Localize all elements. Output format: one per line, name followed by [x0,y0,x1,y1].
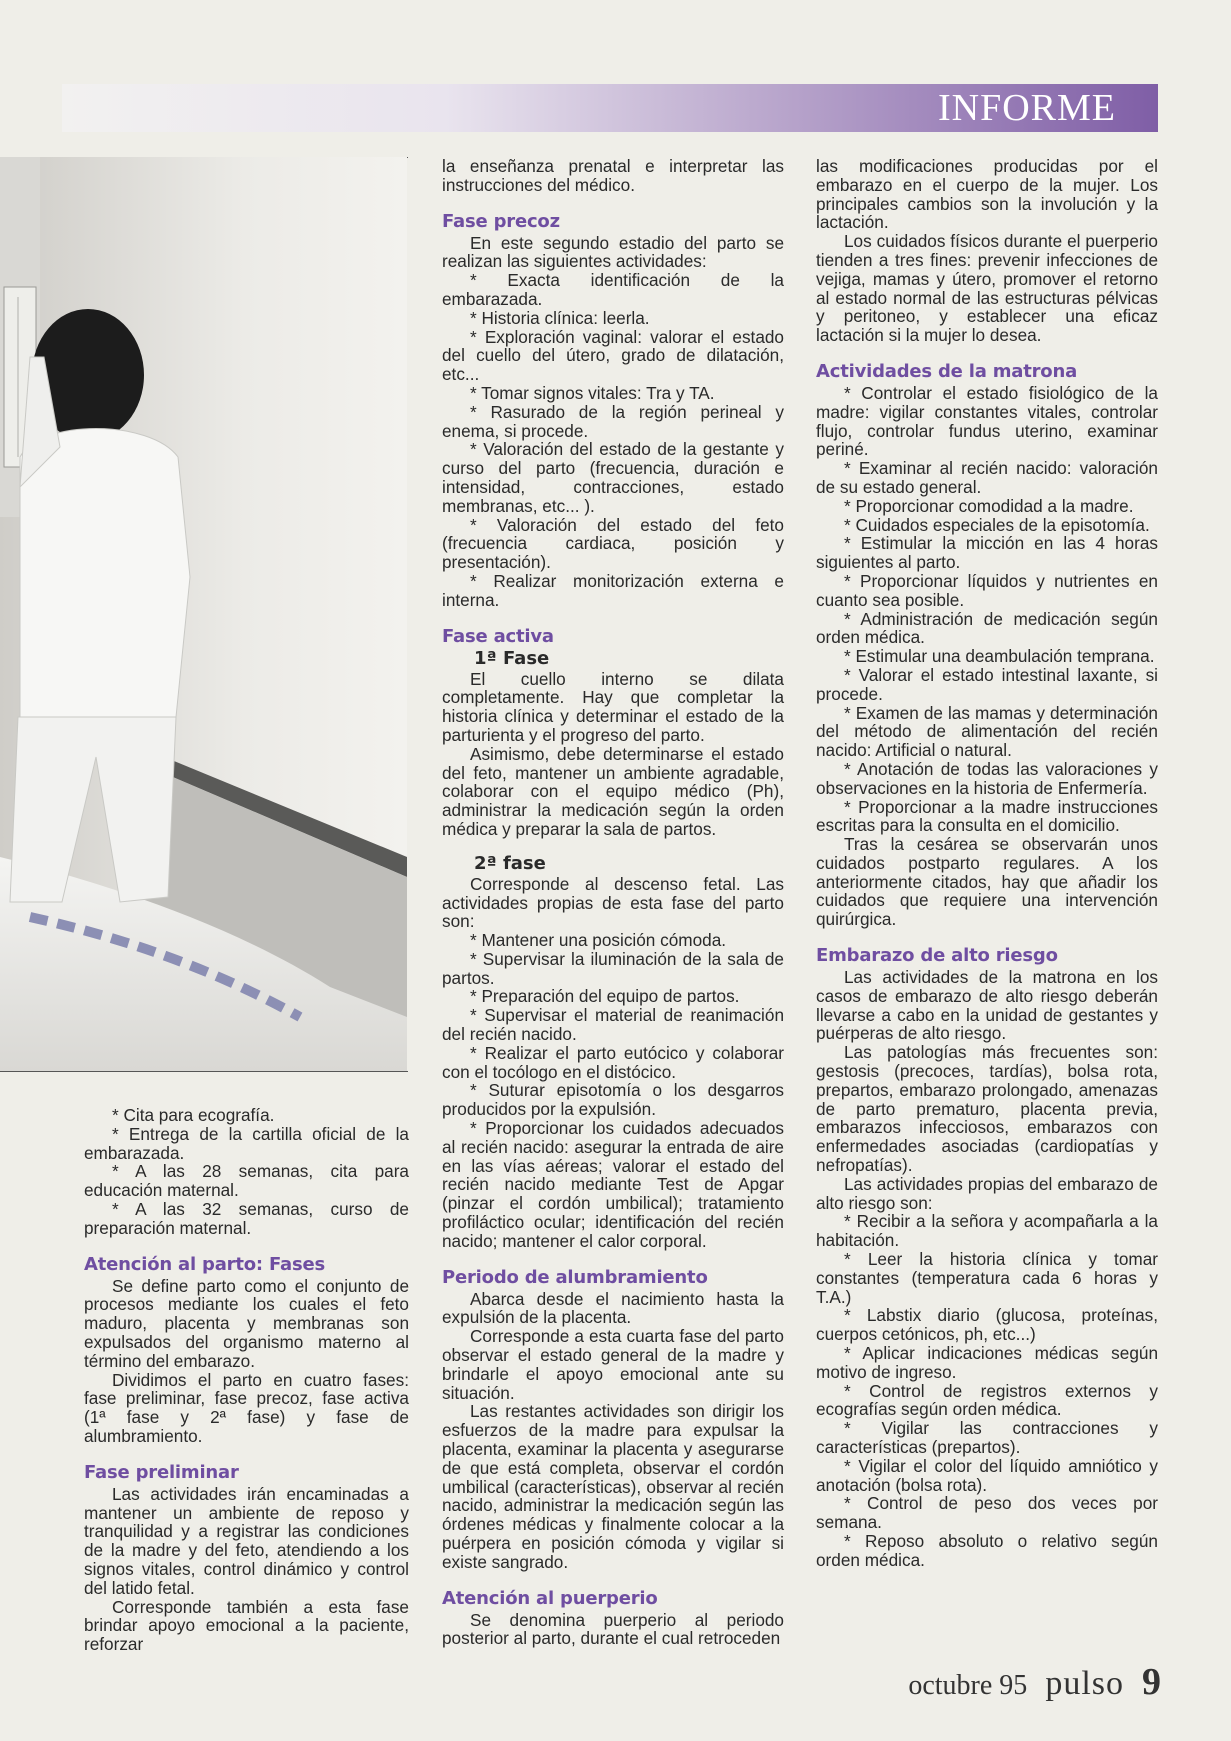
paragraph: * A las 32 semanas, curso de preparación maternal. [84,1198,409,1238]
paragraph: * Entrega de la cartilla oficial de la embarazada. [84,1123,409,1163]
section-heading: Fase preliminar [84,1461,239,1483]
paragraph: Corresponde a esta cuarta fase del parto observar el estado general de la madre y brindarle el apoyo emocional ante su situación. [442,1326,784,1403]
subsection-heading: 1ª Fase [474,647,550,669]
paragraph: * Control de peso dos veces por semana. [816,1493,1158,1533]
paragraph: * Preparación del equipo de partos. [470,986,740,1007]
paragraph: * Valorar el estado intestinal laxante, si procede. [816,664,1158,704]
paragraph: Las patologías más frecuentes son: gestosis (precoces, tardías), bolsa rota, prepartos, embarazo prolongado, amenazas de parto prematuro, placenta previa, embarazos infecciosos, embarazos con enfermedades asociadas (cardiopatías y nefropatías). [816,1042,1158,1176]
paragraph: Dividimos el parto en cuatro fases: fase preliminar, fase precoz, fase activa (1ª fase y 2ª fase) y fase de alumbramiento. [84,1369,409,1446]
paragraph: * Proporcionar comodidad a la madre. [844,495,1134,516]
paragraph: la enseñanza prenatal e interpretar las instrucciones del médico. [442,156,784,195]
paragraph: * Examen de las mamas y determinación del método de alimentación del recién nacido: Artificial o natural. [816,702,1158,761]
section-heading: Fase activa [442,625,554,647]
paragraph: * Cita para ecografía. [112,1105,275,1125]
page-footer [908,1660,1161,1704]
paragraph: * Aplicar indicaciones médicas según motivo de ingreso. [816,1343,1158,1382]
paragraph: * Recibir a la señora y acompañarla a la habitación. [816,1211,1158,1251]
paragraph: Las actividades irán encaminadas a mantener un ambiente de reposo y tranquilidad y a registrar las condiciones de la madre y del feto, atendiendo a los signos vitales, control dinámico y control del latido fetal. [84,1483,409,1598]
section-heading: Actividades de la matrona [816,360,1078,382]
paragraph: * Suturar episotomía o los desgarros producidos por la expulsión. [442,1080,784,1120]
paragraph: * Supervisar el material de reanimación del recién nacido. [442,1005,784,1045]
paragraph: * Proporcionar líquidos y nutrientes en cuanto sea posible. [816,570,1158,610]
paragraph: Corresponde también a esta fase brindar apoyo emocional a la paciente, reforzar [84,1596,409,1655]
column-3 [816,157,1158,1570]
column-2 [442,157,784,1648]
paragraph: Los cuidados físicos durante el puerperio tienden a tres fines: prevenir infecciones de vejiga, mamas y útero, promover el retorno al estado normal de las estructuras pélvicas y peritoneo, y establecer una eficaz lactación si la mujer lo desea. [816,231,1158,346]
paragraph: * Rasurado de la región perineal y enema, si procede. [442,401,784,441]
section-title: INFORME [937,87,1116,129]
paragraph: Las actividades propias del embarazo de alto riesgo son: [816,1173,1158,1213]
paragraph: * Valoración del estado de la gestante y curso del parto (frecuencia, duración e intensidad, contracciones, estado membranas, etc... ). [442,439,784,516]
paragraph: Se define parto como el conjunto de procesos mediante los cuales el feto maduro, placenta y membranas son expulsados del organismo materno al término del embarazo. [84,1275,409,1371]
paragraph: * Mantener una posición cómoda. [470,930,727,951]
section-heading: Atención al parto: Fases [84,1253,325,1275]
paragraph: Se denomina puerperio al periodo posterior al parto, durante el cual retroceden [442,1609,784,1649]
paragraph: * Examinar al recién nacido: valoración de su estado general. [816,458,1158,497]
paragraph: * Controlar el estado fisiológico de la madre: vigilar constantes vitales, controlar flujo, controlar fundus uterino, examinar periné. [816,382,1158,460]
page-number: 9 [1142,1661,1161,1703]
photo-bottom-rule [0,1071,408,1072]
paragraph: * Proporcionar a la madre instrucciones escritas para la consulta en el domicilio. [816,796,1158,836]
paragraph: * Anotación de todas las valoraciones y observaciones en la historia de Enfermería. [816,758,1158,798]
subsection-heading: 2ª fase [474,852,546,874]
paragraph: En este segundo estadio del parto se realizan las siguientes actividades: [442,232,784,272]
paragraph: Corresponde al descenso fetal. Las actividades propias de esta fase del parto son: [442,873,784,932]
paragraph: * Realizar monitorización externa e interna. [442,570,784,610]
paragraph: El cuello interno se dilata completamente. Hay que completar la historia clínica y determinar el estado de la parturienta y el progreso del parto. [442,668,784,745]
issue-date: octubre 95 [908,1670,1028,1701]
paragraph: * Exploración vaginal: valorar el estado del cuello del útero, grado de dilatación, etc... [442,326,784,385]
paragraph: * Vigilar el color del líquido amniótico y anotación (bolsa rota). [816,1455,1158,1495]
paragraph: Tras la cesárea se observarán unos cuidados postparto regulares. A los anteriormente citados, hay que añadir los cuidados que requiere una intervención quirúrgica. [816,834,1158,930]
paragraph: * Estimular una deambulación temprana. [844,646,1155,667]
paragraph: * Realizar el parto eutócico y colaborar con el tocólogo en el distócico. [442,1042,784,1082]
paragraph: * Control de registros externos y ecografías según orden médica. [816,1380,1158,1420]
paragraph: * Estimular la micción en las 4 horas siguientes al parto. [816,533,1158,573]
paragraph: * Cuidados especiales de la episotomía. [844,514,1150,535]
paragraph: * Vigilar las contracciones y características (prepartos). [816,1418,1158,1457]
paragraph: Asimismo, debe determinarse el estado del feto, mantener un ambiente agradable, colaborar con el equipo médico (Ph), administrar la medicación según la orden médica y preparar la sala de partos. [442,743,784,839]
paragraph: * Exacta identificación de la embarazada. [442,270,784,309]
paragraph: Abarca desde el nacimiento hasta la expulsión de la placenta. [442,1288,784,1328]
paragraph: Las restantes actividades son dirigir los esfuerzos de la madre para expulsar la placenta, examinar la placenta y asegurarse de que está completa, observar el cordón umbilical (características), observar al recién nacido, administrar la medicación según las órdenes médicas y finalmente colocar a la puérpera en posición cómoda y vigilar si existe sangrado. [442,1401,784,1572]
nurse-photo [0,157,407,1071]
column-1 [84,1106,409,1654]
paragraph: * Leer la historia clínica y tomar constantes (temperatura cada 6 horas y T.A.) [816,1249,1158,1307]
magazine-name: pulso [1045,1665,1124,1702]
section-heading: Embarazo de alto riesgo [816,945,1058,967]
paragraph: * Reposo absoluto o relativo según orden médica. [816,1530,1158,1570]
paragraph: * Labstix diario (glucosa, proteínas, cuerpos cetónicos, ph, etc...) [816,1305,1158,1345]
section-banner [62,84,1158,132]
section-heading: Atención al puerperio [442,1587,658,1609]
paragraph: * Supervisar la iluminación de la sala de partos. [442,948,784,988]
paragraph: * Valoración del estado del feto (frecuencia cardiaca, posición y presentación). [442,514,784,573]
section-heading: Fase precoz [442,210,560,232]
paragraph: Las actividades de la matrona en los casos de embarazo de alto riesgo deberán llevarse a cabo en la unidad de gestantes y puérperas de alto riesgo. [816,967,1158,1044]
section-heading: Periodo de alumbramiento [442,1266,708,1288]
paragraph: * Proporcionar los cuidados adecuados al recién nacido: asegurar la entrada de aire en las vías aéreas; valorar el estado del recién nacido mediante Test de Apgar (pinzar el cordón umbilical); tratamiento profiláctico ocular; identificación del recién nacido; mantener el calor corporal. [442,1118,784,1251]
paragraph: las modificaciones producidas por el embarazo en el cuerpo de la mujer. Los principales cambios son la involución y la lactación. [816,156,1158,233]
paragraph: * Historia clínica: leerla. [470,307,650,328]
paragraph: * Tomar signos vitales: Tra y TA. [470,382,715,403]
paragraph: * A las 28 semanas, cita para educación maternal. [84,1161,409,1201]
paragraph: * Administración de medicación según orden médica. [816,608,1158,648]
